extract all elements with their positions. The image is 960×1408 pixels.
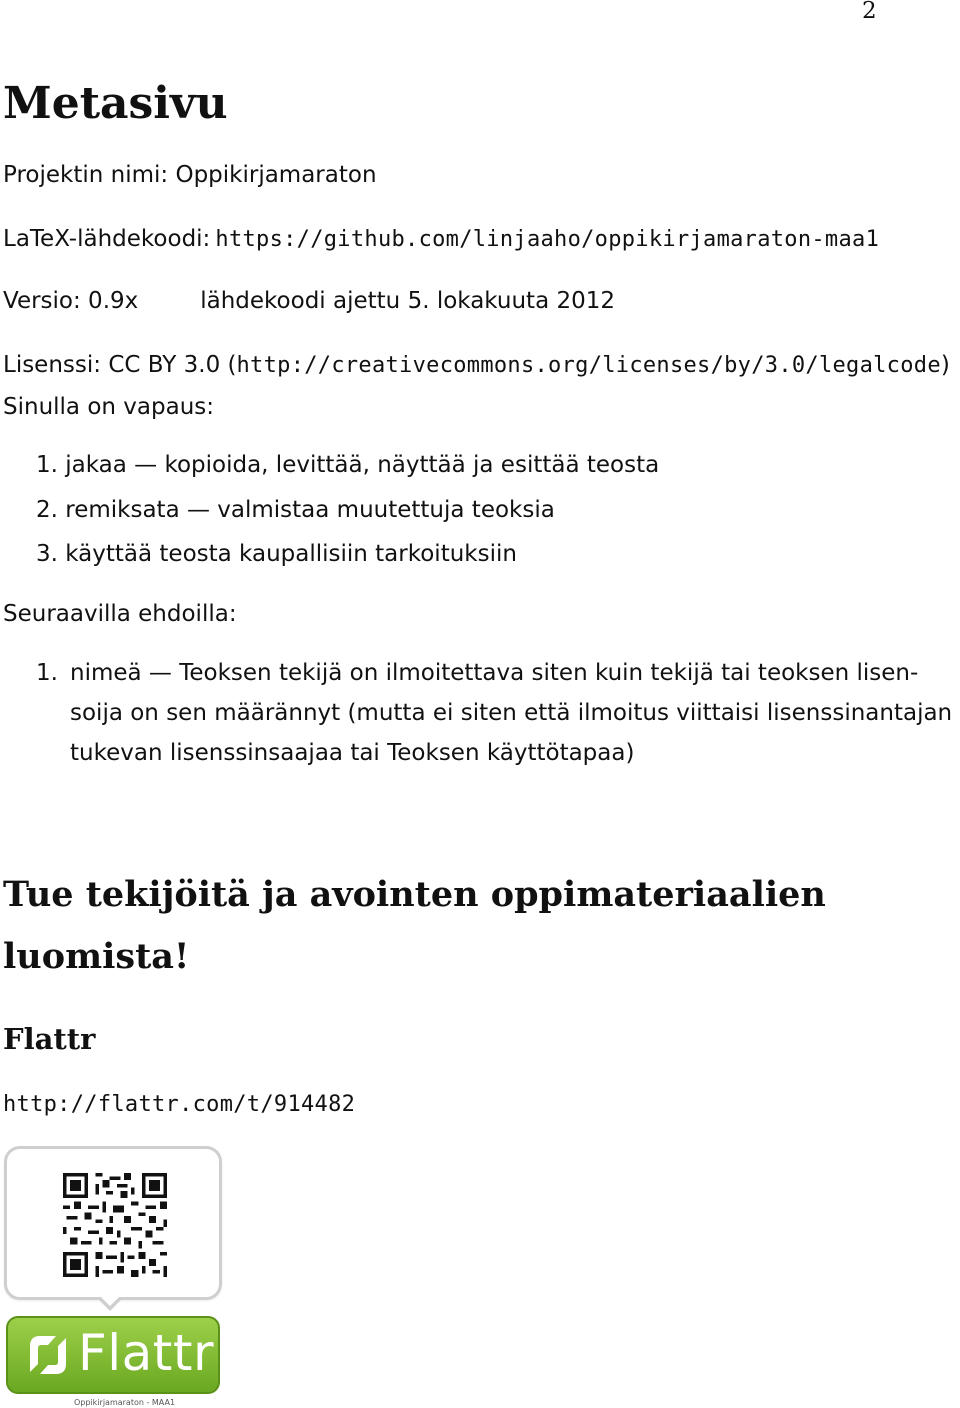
page-title: Metasivu (3, 78, 228, 129)
source-line (3, 226, 879, 252)
version-label: Versio: 0.9x (3, 288, 139, 314)
flattr-url-link[interactable]: http://flattr.com/t/914482 (3, 1092, 356, 1117)
bubble-tail-inner (100, 1296, 120, 1306)
license-close-paren: ) (940, 352, 950, 378)
support-heading-line-2: luomista! (3, 936, 190, 977)
build-date: lähdekoodi ajettu 5. lokakuuta 2012 (200, 288, 616, 314)
condition-number: 1. (36, 660, 58, 686)
qr-bubble (4, 1146, 222, 1300)
license-label: Lisenssi: CC BY 3.0 ( (3, 352, 237, 378)
flattr-button[interactable] (6, 1316, 220, 1394)
freedom-item-commercial: 3. käyttää teosta kaupallisiin tarkoituksiin (36, 541, 517, 567)
conditions-intro: Seuraavilla ehdoilla: (3, 601, 237, 627)
flattr-logo-icon (26, 1332, 70, 1378)
page-number: 2 (862, 0, 877, 24)
version-line (3, 288, 615, 314)
flattr-button-label: Flattr (78, 1324, 215, 1382)
freedom-item-share: 1. jakaa — kopioida, levittää, näyttää ja esittää teosta (36, 452, 660, 478)
condition-line-3: tukevan lisenssinsaajaa tai Teoksen käyttötapaa) (70, 740, 635, 766)
flattr-heading: Flattr (3, 1022, 96, 1056)
freedom-item-remix: 2. remiksata — valmistaa muutettuja teoksia (36, 497, 555, 523)
flattr-badge[interactable] (4, 1146, 224, 1408)
license-url-link[interactable]: http://creativecommons.org/licenses/by/3.0/legalcode (236, 353, 941, 378)
support-heading-line-1: Tue tekijöitä ja avointen oppimateriaalien (3, 874, 826, 915)
freedoms-intro: Sinulla on vapaus: (3, 394, 214, 420)
qr-code-icon (63, 1173, 167, 1277)
badge-caption: Oppikirjamaraton - MAA1 (74, 1398, 176, 1407)
project-name: Projektin nimi: Oppikirjamaraton (3, 162, 377, 188)
source-url-link[interactable]: https://github.com/linjaaho/oppikirjamaraton-maa1 (215, 227, 880, 252)
license-line (3, 352, 950, 378)
condition-line-1: nimeä — Teoksen tekijä on ilmoitettava siten kuin tekijä tai teoksen lisen- (70, 660, 919, 686)
condition-line-2: soija on sen määrännyt (mutta ei siten että ilmoitus viittaisi lisenssinantajan (70, 700, 953, 726)
source-label: LaTeX-lähdekoodi: (3, 226, 211, 252)
